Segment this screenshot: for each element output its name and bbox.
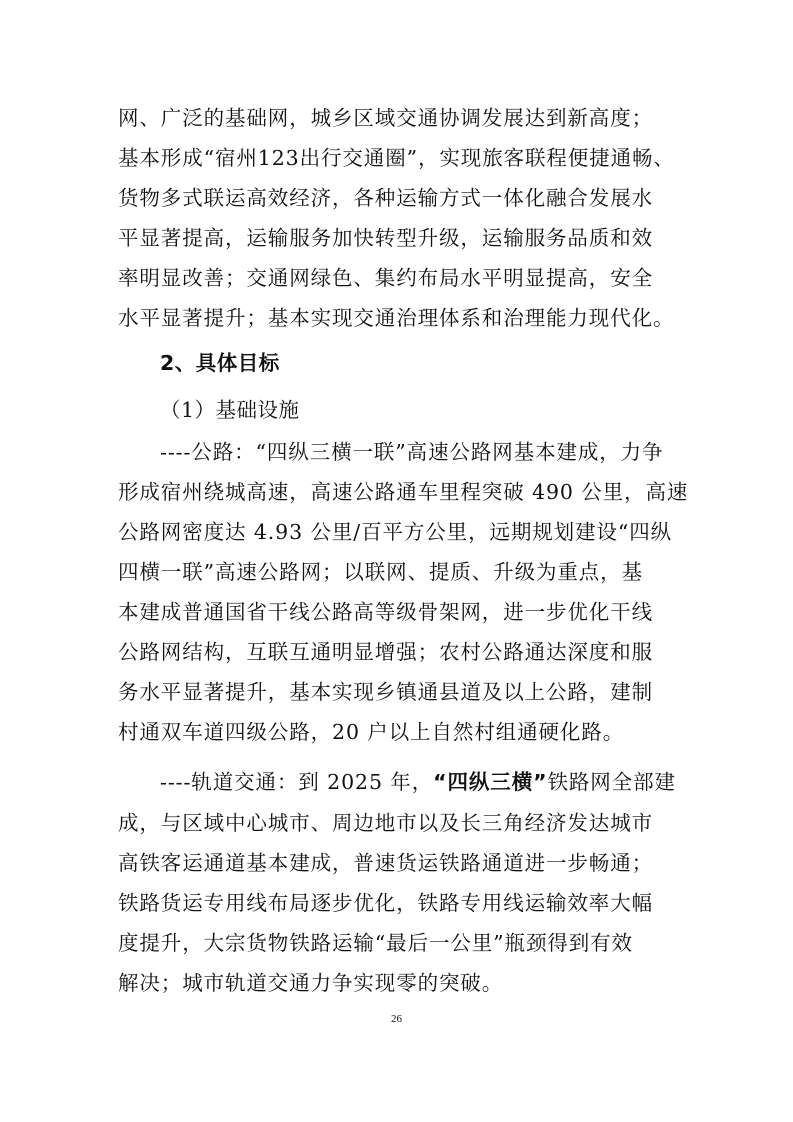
rail-bold-emphasis: “四纵三横” xyxy=(433,770,548,794)
paragraph-line: 解决；城市轨道交通力争实现零的突破。 xyxy=(118,971,504,995)
paragraph-line: 度提升，大宗货物铁路运输“最后一公里”瓶颈得到有效 xyxy=(118,931,633,955)
rail-suffix: 铁路网全部建 xyxy=(547,770,676,794)
paragraph-line: 形成宿州绕城高速，高速公路通车里程突破 490 公里，高速 xyxy=(118,480,689,504)
paragraph-line: 高铁客运通道基本建成，普速货运铁路通道进一步畅通； xyxy=(118,851,653,875)
paragraph-line: 务水平显著提升，基本实现乡镇通县道及以上公路，建制 xyxy=(118,680,653,704)
subsection-heading: （1）基础设施 xyxy=(160,398,300,422)
paragraph-line: 铁路货运专用线布局逐步优化，铁路专用线运输效率大幅 xyxy=(118,891,653,915)
paragraph-line: 村通双车道四级公路，20 户以上自然村组通硬化路。 xyxy=(118,720,625,744)
page-number: 26 xyxy=(391,1013,402,1025)
paragraph-line: 成，与区域中心城市、周边地市以及长三角经济发达城市 xyxy=(118,811,653,835)
paragraph-line: 本建成普通国省干线公路高等级骨架网，进一步优化干线 xyxy=(118,600,653,624)
paragraph-line: 网、广泛的基础网，城乡区域交通协调发展达到新高度； xyxy=(118,106,653,130)
section-heading: 2、具体目标 xyxy=(160,351,280,375)
paragraph-line: ----公路：“四纵三横一联”高速公路网基本建成，力争 xyxy=(160,440,664,464)
paragraph-line: 公路网密度达 4.93 公里/百平方公里，远期规划建设“四纵 xyxy=(118,520,673,544)
paragraph-line: 率明显改善；交通网绿色、集约布局水平明显提高，安全 xyxy=(118,266,653,290)
paragraph-line: 平显著提高，运输服务加快转型升级，运输服务品质和效 xyxy=(118,226,653,250)
paragraph-line: 水平显著提升；基本实现交通治理体系和治理能力现代化。 xyxy=(118,306,675,330)
paragraph-line: 四横一联”高速公路网；以联网、提质、升级为重点，基 xyxy=(118,560,643,584)
rail-prefix: ----轨道交通：到 2025 年， xyxy=(160,770,434,794)
paragraph-line xyxy=(160,767,680,797)
paragraph-line: 货物多式联运高效经济，各种运输方式一体化融合发展水 xyxy=(118,186,653,210)
paragraph-line: 公路网结构，互联互通明显增强；农村公路通达深度和服 xyxy=(118,640,653,664)
paragraph-line: 基本形成“宿州123出行交通圈”，实现旅客联程便捷通畅、 xyxy=(118,146,675,170)
